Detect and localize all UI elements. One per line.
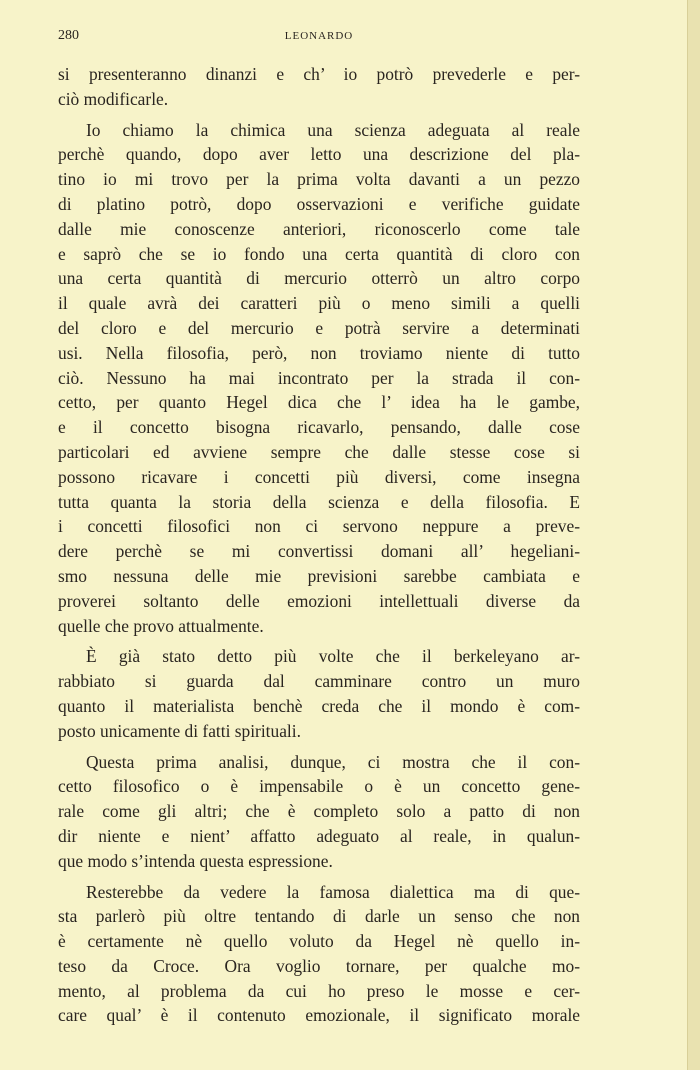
text-line: care qual’ è il contenuto emozionale, il significato morale bbox=[58, 1005, 580, 1026]
text-line: perchè quando, dopo aver letto una descrizione del pla- bbox=[58, 144, 580, 165]
page-edge bbox=[687, 0, 700, 1070]
text-line: e il concetto bisogna ricavarlo, pensando, dalle cose bbox=[58, 417, 580, 438]
text-line: si presenteranno dinanzi e ch’ io potrò prevederle e per- bbox=[58, 64, 580, 84]
text-line: una certa quantità di mercurio otterrò un altro corpo bbox=[58, 268, 580, 289]
text-line: e saprò che se io fondo una certa quantità di cloro con bbox=[58, 243, 580, 264]
paragraph bbox=[58, 118, 580, 639]
text-line: è certamente nè quello voluto da Hegel nè quello in- bbox=[58, 931, 580, 952]
text-line: sta parlerò più oltre tentando di darle un senso che non bbox=[58, 906, 580, 927]
paragraph bbox=[58, 644, 580, 743]
text-line: quelle che provo attualmente. bbox=[58, 615, 264, 636]
page-header bbox=[58, 28, 580, 48]
text-line: smo nessuna delle mie previsioni sarebbe cambiata e bbox=[58, 565, 580, 586]
text-line: rale come gli altri; che è completo solo a patto di non bbox=[58, 801, 580, 822]
text-line: quanto il materialista benchè creda che il mondo è com- bbox=[58, 695, 580, 716]
text-line: Resterebbe da vedere la famosa dialettica ma di que- bbox=[86, 881, 580, 902]
text-line: usi. Nella filosofia, però, non troviamo niente di tutto bbox=[58, 342, 580, 363]
text-line: dir niente e nient’ affatto adeguato al reale, in qualun- bbox=[58, 825, 580, 846]
running-head: LEONARDO bbox=[284, 30, 354, 42]
text-line: mento, al problema da cui ho preso le mosse e cer- bbox=[58, 980, 580, 1001]
text-line: que modo s’intenda questa espressione. bbox=[58, 850, 333, 871]
text-line: del cloro e del mercurio e potrà servire a determinati bbox=[58, 317, 580, 338]
text-line: il quale avrà dei caratteri più o meno simili a quelli bbox=[58, 293, 580, 314]
text-line: particolari ed avviene sempre che dalle stesse cose si bbox=[58, 441, 580, 462]
text-line: possono ricavare i concetti più diversi, come insegna bbox=[58, 466, 580, 487]
text-line: È già stato detto più volte che il berkeleyano ar- bbox=[86, 646, 580, 667]
text-line: ciò. Nessuno ha mai incontrato per la strada il con- bbox=[58, 367, 580, 388]
paragraph bbox=[58, 750, 580, 874]
text-line: cetto filosofico o è impensabile o è un concetto gene- bbox=[58, 776, 580, 797]
text-line: teso da Croce. Ora voglio tornare, per qualche mo- bbox=[58, 955, 580, 976]
body-text bbox=[58, 62, 580, 1028]
text-line: Questa prima analisi, dunque, ci mostra che il con- bbox=[86, 751, 580, 772]
text-line: dalle mie conoscenze anteriori, riconoscerlo come tale bbox=[58, 218, 580, 239]
text-line: proverei soltanto delle emozioni intellettuali diverse da bbox=[58, 590, 580, 611]
text-line: tutta quanta la storia della scienza e della filosofia. E bbox=[58, 491, 580, 512]
text-line: rabbiato si guarda dal camminare contro un muro bbox=[58, 671, 580, 692]
text-line: ciò modificarle. bbox=[58, 88, 169, 109]
paragraph bbox=[58, 880, 580, 1029]
text-line: tino io mi trovo per la prima volta davanti a un pezzo bbox=[58, 169, 580, 190]
text-line: posto unicamente di fatti spirituali. bbox=[58, 720, 301, 741]
text-line: dere perchè se mi convertissi domani all’ hegeliani- bbox=[58, 541, 580, 562]
text-line: Io chiamo la chimica una scienza adeguata al reale bbox=[86, 119, 580, 140]
page-number: 280 bbox=[58, 28, 79, 43]
paragraph bbox=[58, 62, 580, 112]
text-line: di platino potrò, dopo osservazioni e verifiche guidate bbox=[58, 193, 580, 214]
text-line: cetto, per quanto Hegel dica che l’ idea ha le gambe, bbox=[58, 392, 580, 413]
text-line: i concetti filosofici non ci servono neppure a preve- bbox=[58, 516, 580, 537]
